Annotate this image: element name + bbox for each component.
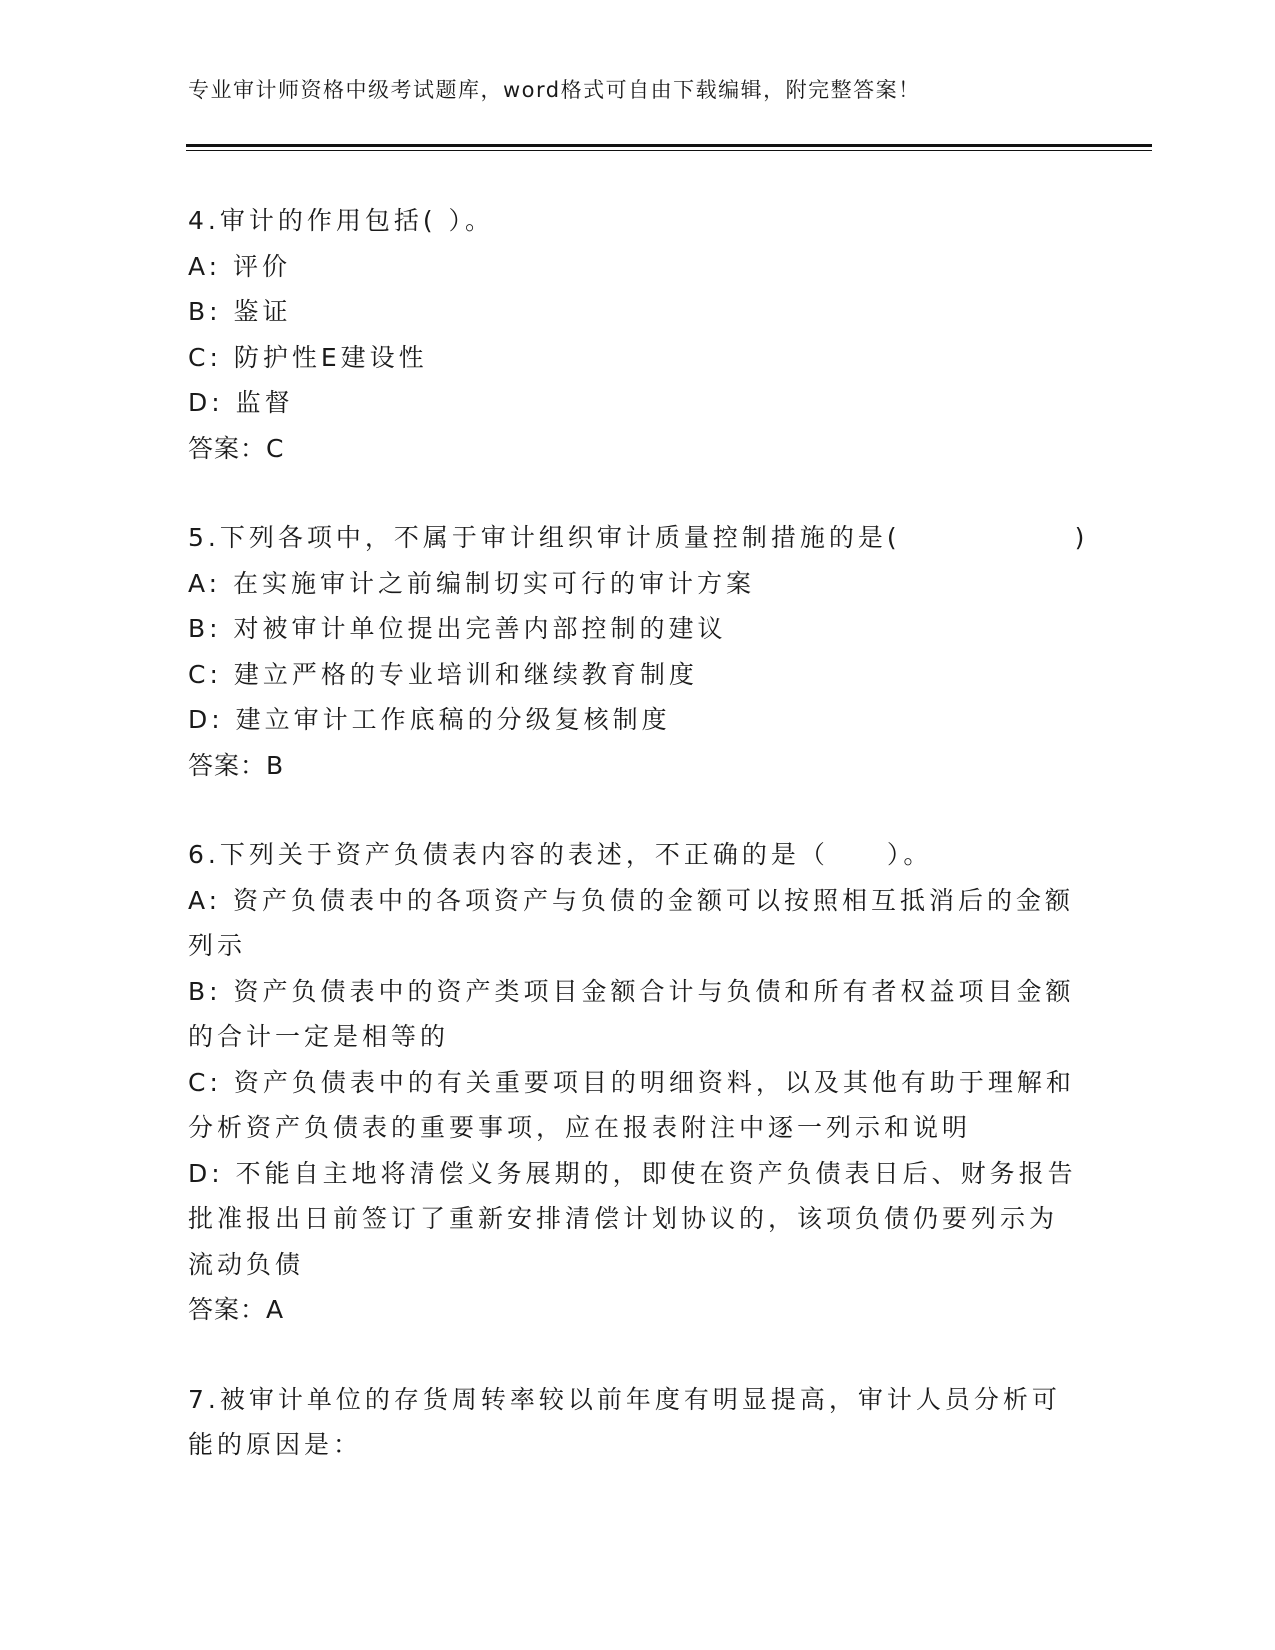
option-line: 流动负债 bbox=[188, 1249, 305, 1279]
answer-label: 答案：A bbox=[188, 1295, 285, 1324]
question-5 bbox=[188, 515, 1088, 788]
option-line: 的合计一定是相等的 bbox=[188, 1022, 450, 1051]
option-line: 分析资产负债表的重要事项，应在报表附注中逐一列示和说明 bbox=[188, 1113, 972, 1142]
option-line: D: 不能自主地将清偿义务展期的，即使在资产负债表日后、财务报告 bbox=[188, 1158, 1077, 1188]
question-6 bbox=[188, 832, 1088, 1333]
header-text: 专业审计师资格中级考试题库，word格式可自由下载编辑，附完整答案！ bbox=[188, 78, 921, 102]
option-line: B: 资产负债表中的资产类项目金额合计与负债和所有者权益项目金额 bbox=[188, 976, 1075, 1006]
option-line: D: 监督 bbox=[188, 388, 294, 417]
option-line: C: 防护性E建设性 bbox=[188, 342, 428, 372]
answer-label: 答案：B bbox=[188, 750, 285, 780]
question-stem: 6.下列关于资产负债表内容的表述，不正确的是（ ）。 bbox=[188, 840, 933, 869]
option-line: A: 在实施审计之前编制切实可行的审计方案 bbox=[188, 568, 756, 598]
question-gap bbox=[188, 471, 1088, 515]
option-line: 列示 bbox=[188, 931, 247, 960]
option-line: C: 建立严格的专业培训和继续教育制度 bbox=[188, 659, 698, 689]
option-line: B: 对被审计单位提出完善内部控制的建议 bbox=[188, 614, 727, 643]
question-stem: 7.被审计单位的存货周转率较以前年度有明显提高，审计人员分析可 bbox=[188, 1384, 1061, 1414]
question-list bbox=[188, 198, 1088, 1468]
question-4 bbox=[188, 198, 1088, 471]
header-rule-thin bbox=[186, 150, 1152, 151]
question-gap bbox=[188, 1333, 1088, 1377]
option-line: A: 评价 bbox=[188, 251, 292, 281]
header-rule-thick bbox=[186, 144, 1152, 147]
question-7 bbox=[188, 1377, 1088, 1468]
question-gap bbox=[188, 788, 1088, 832]
option-line: A: 资产负债表中的各项资产与负债的金额可以按照相互抵消后的金额 bbox=[188, 885, 1075, 915]
option-line: 批准报出日前签订了重新安排清偿计划协议的，该项负债仍要列示为 bbox=[188, 1204, 1059, 1233]
question-stem: 4.审计的作用包括( ）。 bbox=[188, 206, 495, 235]
option-line: B: 鉴证 bbox=[188, 297, 292, 326]
option-line: C: 资产负债表中的有关重要项目的明细资料，以及其他有助于理解和 bbox=[188, 1067, 1075, 1097]
option-line: D: 建立审计工作底稿的分级复核制度 bbox=[188, 705, 671, 734]
question-stem: 5.下列各项中，不属于审计组织审计质量控制措施的是( ) bbox=[188, 523, 1089, 552]
question-stem: 能的原因是： bbox=[188, 1430, 363, 1459]
answer-label: 答案：C bbox=[188, 433, 285, 463]
